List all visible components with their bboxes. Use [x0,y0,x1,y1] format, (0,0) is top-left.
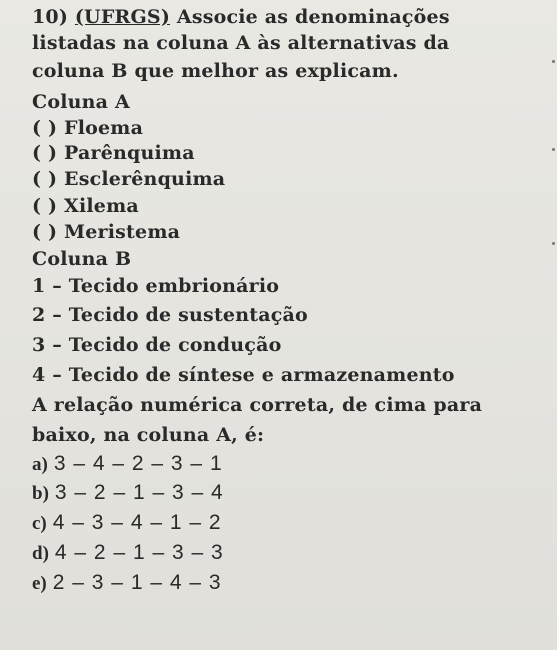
option-sequence: 3 – 2 – 1 – 3 – 4 [54,481,224,504]
column-b-item: 2 – Tecido de sustentação [32,304,308,326]
option-d [32,541,224,565]
question-source: (UFRGS) [74,6,171,28]
prompt-line1: A relação numérica correta, de cima para [32,394,483,416]
column-a-item: ( ) Parênquima [32,142,195,164]
option-b [32,481,224,505]
margin-speck [552,60,555,63]
column-b-heading: Coluna B [32,248,132,270]
column-b-item: 4 – Tecido de síntese e armazenamento [32,364,455,386]
option-letter: e) [32,573,47,594]
column-a-item: ( ) Esclerênquima [32,168,226,190]
column-b-item: 1 – Tecido embrionário [32,275,280,297]
option-e [32,571,222,595]
margin-speck [552,148,555,151]
column-b-item: 3 – Tecido de condução [32,334,282,356]
option-sequence: 2 – 3 – 1 – 4 – 3 [52,571,222,594]
option-sequence: 4 – 2 – 1 – 3 – 3 [54,541,224,564]
prompt-line2: baixo, na coluna A, é: [32,424,265,446]
margin-speck [552,242,555,245]
option-letter: c) [32,513,47,534]
question-line2: listadas na coluna A às alternativas da [32,32,450,54]
option-sequence: 3 – 4 – 2 – 3 – 1 [53,452,223,475]
option-sequence: 4 – 3 – 4 – 1 – 2 [52,511,222,534]
column-a-heading: Coluna A [32,91,130,113]
question-line1: Associe as denominações [176,6,450,28]
option-letter: a) [32,454,48,475]
column-a-item: ( ) Xilema [32,195,139,217]
question-number: 10) [32,6,69,28]
column-a-item: ( ) Meristema [32,221,181,243]
question-line3: coluna B que melhor as explicam. [32,60,399,82]
question-header [32,6,450,28]
column-a-item: ( ) Floema [32,117,144,139]
option-c [32,511,222,535]
option-a [32,452,223,476]
option-letter: b) [32,483,49,504]
option-letter: d) [32,543,49,564]
